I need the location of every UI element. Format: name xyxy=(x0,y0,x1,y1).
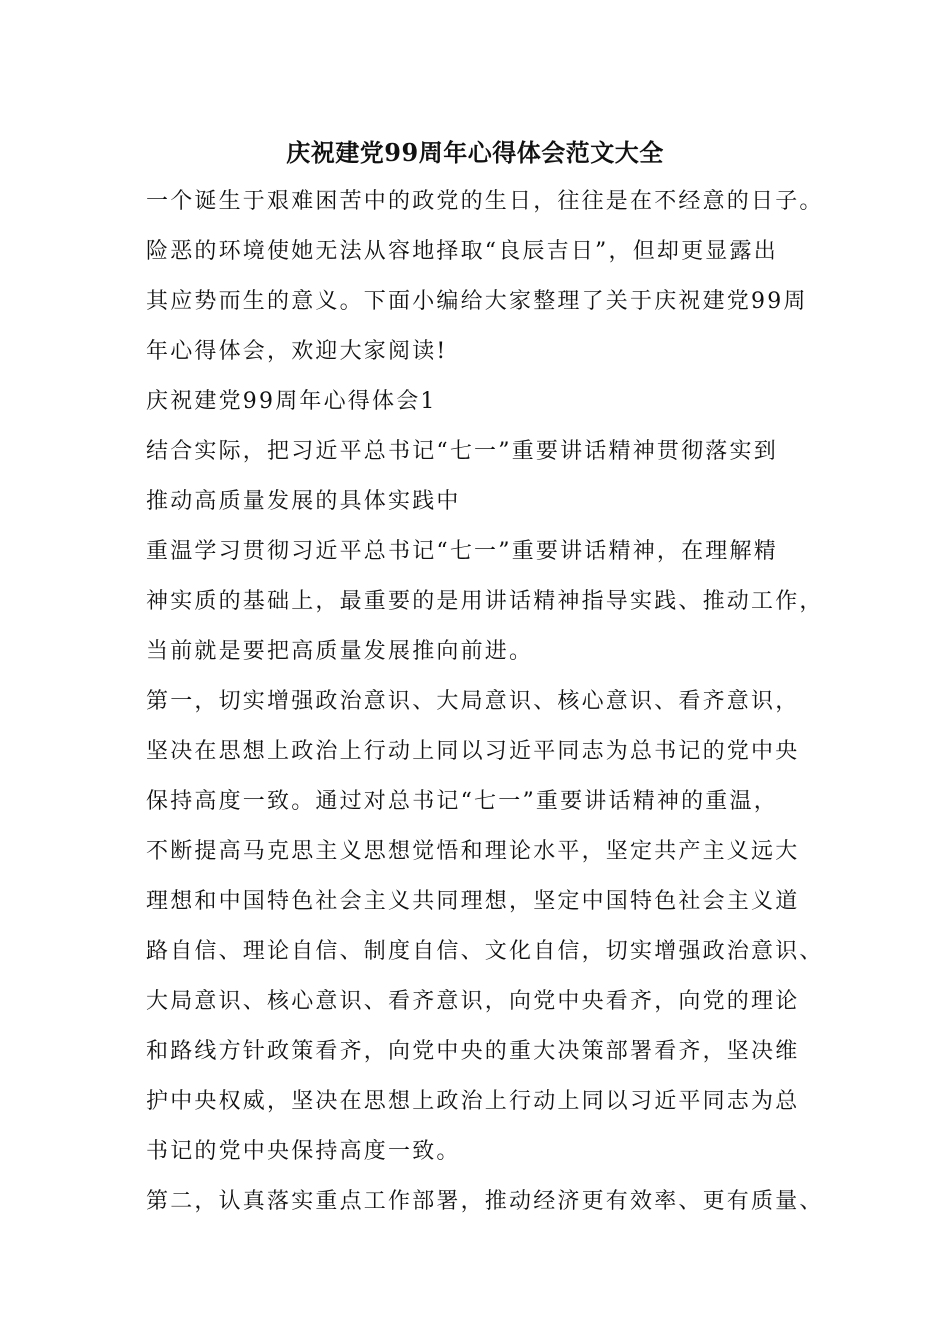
body-line: 第一，切实增强政治意识、大局意识、核心意识、看齐意识， xyxy=(146,689,800,714)
body-line: 第二，认真落实重点工作部署，推动经济更有效率、更有质量、 xyxy=(146,1189,824,1214)
body-line: 坚决在思想上政治上行动上同以习近平同志为总书记的党中央 xyxy=(146,739,800,764)
body-line: 其应势而生的意义。下面小编给大家整理了关于庆祝建党99周 xyxy=(146,289,808,314)
body-line: 当前就是要把高质量发展推向前进。 xyxy=(146,639,534,664)
body-line: 保持高度一致。通过对总书记“七一”重要讲话精神的重温， xyxy=(146,789,778,814)
body-line: 一个诞生于艰难困苦中的政党的生日，往往是在不经意的日子。 xyxy=(146,189,824,214)
body-line: 险恶的环境使她无法从容地择取“良辰吉日”，但却更显露出 xyxy=(146,239,778,264)
document-title: 庆祝建党99周年心得体会范文大全 xyxy=(286,138,664,167)
section-heading: 庆祝建党99周年心得体会1 xyxy=(146,389,437,414)
body-line: 结合实际，把习近平总书记“七一”重要讲话精神贯彻落实到 xyxy=(146,439,778,464)
body-line: 不断提高马克思主义思想觉悟和理论水平，坚定共产主义远大 xyxy=(146,839,800,864)
body-line: 护中央权威，坚决在思想上政治上行动上同以习近平同志为总 xyxy=(146,1089,800,1114)
body-line: 理想和中国特色社会主义共同理想，坚定中国特色社会主义道 xyxy=(146,889,800,914)
body-line: 书记的党中央保持高度一致。 xyxy=(146,1139,461,1164)
body-line: 和路线方针政策看齐，向党中央的重大决策部署看齐，坚决维 xyxy=(146,1039,800,1064)
body-line: 重温学习贯彻习近平总书记“七一”重要讲话精神，在理解精 xyxy=(146,539,778,564)
body-line: 大局意识、核心意识、看齐意识，向党中央看齐，向党的理论 xyxy=(146,989,800,1014)
body-line: 路自信、理论自信、制度自信、文化自信，切实增强政治意识、 xyxy=(146,939,824,964)
body-line: 年心得体会，欢迎大家阅读! xyxy=(146,339,448,364)
body-line: 神实质的基础上，最重要的是用讲话精神指导实践、推动工作， xyxy=(146,589,824,614)
body-line: 推动高质量发展的具体实践中 xyxy=(146,489,461,514)
